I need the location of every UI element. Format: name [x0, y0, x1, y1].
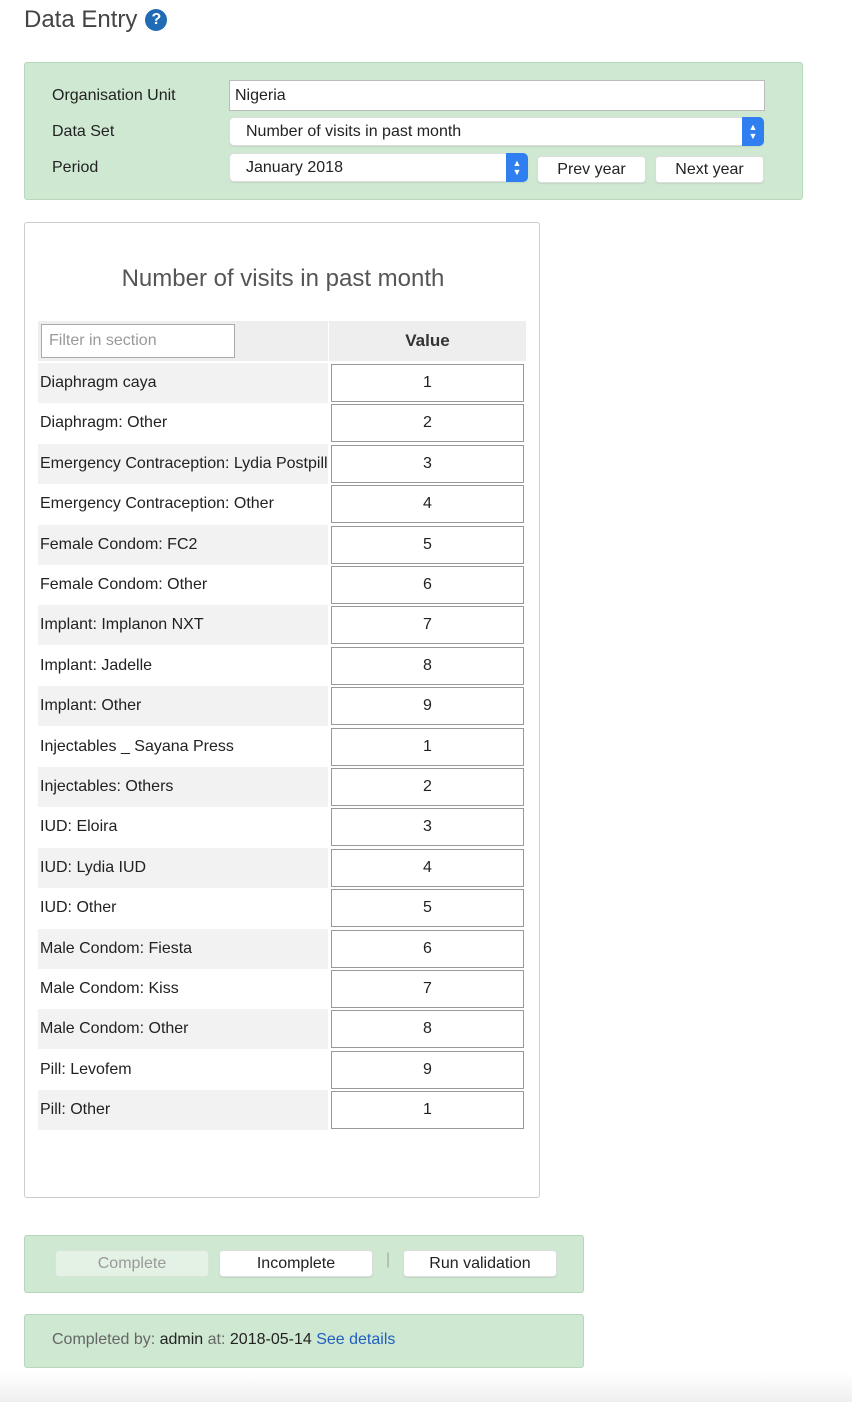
value-input[interactable]: 3	[331, 808, 524, 846]
table-row	[38, 403, 526, 443]
period-value: January 2018	[246, 159, 343, 176]
completed-by-user: admin	[159, 1331, 204, 1348]
chevron-up-down-icon: ▲ ▼	[506, 153, 528, 182]
row-label: Male Condom: Fiesta	[38, 929, 328, 969]
row-label: Emergency Contraception: Other	[40, 495, 274, 512]
value-input[interactable]: 3	[331, 445, 524, 483]
chevron-up-down-icon: ▲ ▼	[742, 117, 764, 146]
run-validation-button[interactable]: Run validation	[403, 1250, 557, 1277]
value-input[interactable]: 5	[331, 889, 524, 927]
filter-header	[38, 321, 328, 361]
see-details-link[interactable]: See details	[316, 1331, 396, 1348]
table-row	[38, 929, 526, 969]
incomplete-button[interactable]: Incomplete	[219, 1250, 373, 1277]
table-row	[38, 565, 526, 605]
value-input[interactable]: 9	[331, 687, 524, 725]
value-input[interactable]: 4	[331, 849, 524, 887]
selection-panel	[24, 62, 803, 200]
value-input[interactable]: 1	[331, 364, 524, 402]
table-row	[38, 646, 526, 686]
data-set-value: Number of visits in past month	[246, 123, 462, 140]
value-input[interactable]: 1	[331, 1091, 524, 1129]
row-label: Female Condom: FC2	[38, 525, 328, 565]
table-row	[38, 525, 526, 565]
value-input[interactable]: 9	[331, 1051, 524, 1089]
page-title	[24, 6, 167, 34]
table-row	[38, 444, 526, 484]
org-unit-label: Organisation Unit	[52, 87, 176, 104]
value-input[interactable]: 8	[331, 647, 524, 685]
table-row	[38, 605, 526, 645]
table-row	[38, 727, 526, 767]
value-input[interactable]: 2	[331, 404, 524, 442]
row-label: Implant: Jadelle	[40, 657, 153, 674]
value-input[interactable]: 2	[331, 768, 524, 806]
value-input[interactable]: 1	[331, 728, 524, 766]
value-input[interactable]: 5	[331, 526, 524, 564]
row-label: Injectables: Others	[38, 767, 328, 807]
row-label: Female Condom: Other	[40, 576, 208, 593]
row-label: IUD: Other	[40, 899, 117, 916]
table-row	[38, 1090, 526, 1130]
row-label: Diaphragm: Other	[40, 414, 168, 431]
value-input[interactable]: 6	[331, 566, 524, 604]
bottom-fade	[0, 1372, 852, 1402]
value-input[interactable]: 4	[331, 485, 524, 523]
row-label: Male Condom: Other	[38, 1009, 328, 1049]
table-row	[38, 848, 526, 888]
page-title-text: Data Entry	[24, 6, 138, 33]
table-row	[38, 363, 526, 403]
row-label: IUD: Eloira	[40, 818, 118, 835]
table-row	[38, 969, 526, 1009]
action-panel	[24, 1235, 584, 1293]
separator: |	[386, 1251, 391, 1268]
row-label: Implant: Implanon NXT	[38, 605, 328, 645]
value-input[interactable]: 7	[331, 970, 524, 1008]
next-year-button[interactable]: Next year	[655, 156, 764, 183]
value-input[interactable]: 6	[331, 930, 524, 968]
value-input[interactable]: 8	[331, 1010, 524, 1048]
row-label: Implant: Other	[38, 686, 328, 726]
data-set-label: Data Set	[52, 123, 115, 140]
period-select[interactable]	[229, 153, 528, 182]
table-row	[38, 767, 526, 807]
filter-input[interactable]: Filter in section	[41, 324, 235, 358]
row-label: Injectables _ Sayana Press	[40, 738, 234, 755]
prev-year-button[interactable]: Prev year	[537, 156, 646, 183]
help-icon[interactable]: ?	[145, 9, 167, 31]
table-row	[38, 484, 526, 524]
org-unit-input[interactable]: Nigeria	[229, 80, 765, 111]
table-row	[38, 807, 526, 847]
row-label: IUD: Lydia IUD	[38, 848, 328, 888]
row-label: Diaphragm caya	[38, 363, 328, 403]
table-row	[38, 888, 526, 928]
table-row	[38, 1050, 526, 1090]
at-label: at:	[207, 1331, 226, 1348]
table-row	[38, 1009, 526, 1049]
completed-by-label: Completed by:	[52, 1331, 156, 1348]
data-entry-form	[24, 222, 540, 1198]
period-label: Period	[52, 159, 99, 176]
value-column-header: Value	[329, 321, 526, 361]
row-label: Pill: Other	[38, 1090, 328, 1130]
section-title: Number of visits in past month	[121, 265, 445, 292]
row-label: Pill: Levofem	[40, 1061, 132, 1078]
row-label: Male Condom: Kiss	[40, 980, 179, 997]
data-set-select[interactable]	[229, 117, 764, 146]
row-label: Emergency Contraception: Lydia Postpill	[38, 444, 328, 484]
value-input[interactable]: 7	[331, 606, 524, 644]
completed-date: 2018-05-14	[229, 1331, 312, 1348]
complete-button[interactable]: Complete	[55, 1250, 209, 1277]
table-row	[38, 686, 526, 726]
completion-status	[24, 1314, 584, 1368]
